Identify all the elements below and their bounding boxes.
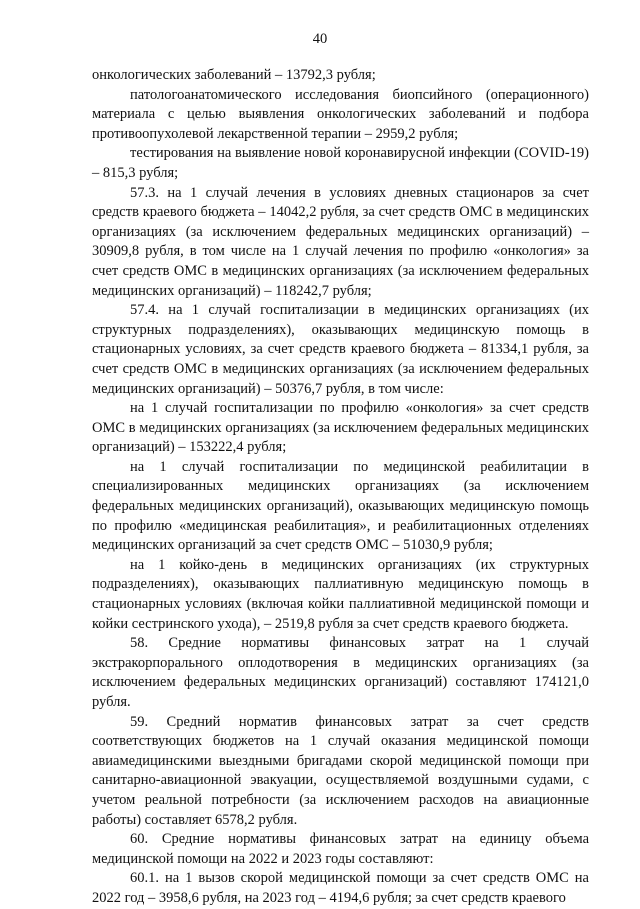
paragraph-oncology-hospitalization: на 1 случай госпитализации по профилю «онкология» за счет средств ОМС в медицинских организациях (за исключением федеральных медицинских организаций) – 153222,4 рубля; — [92, 400, 589, 456]
paragraph-57-3: 57.3. на 1 случай лечения в условиях дневных стационаров за счет средств краевого бюджета – 14042,2 рубля, за счет средств ОМС в медицинских организациях (за исключением федеральных медицинских организаций) – 30909,8 рубля, в том числе на 1 случай лечения по профилю «онкология» за счет средств ОМС в медицинских организациях (за исключением федеральных медицинских организаций) – 118242,7 рубля; — [92, 184, 589, 299]
paragraph-rehabilitation: на 1 случай госпитализации по медицинской реабилитации в специализированных медицинских организациях (за исключением федеральных медицинских организаций), оказывающих медицинскую помощь по профилю «медицинская реабилитация», и реабилитационных отделениях медицинских организаций за счет средств ОМС – 51030,9 рубля; — [92, 458, 589, 554]
paragraph-59: 59. Средний норматив финансовых затрат за счет средств соответствующих бюджетов на 1 случай оказания медицинской помощи авиамедицинскими выездными бригадами скорой медицинской помощи при санитарно-авиационной эвакуации, осуществляемой воздушными судами, с учетом реальной потребности (за исключением расходов на авиационные работы) составляет 6578,2 рубля. — [92, 713, 589, 828]
paragraph-57-4: 57.4. на 1 случай госпитализации в медицинских организациях (их структурных подразделениях), оказывающих медицинскую помощь в стационарных условиях, за счет средств краевого бюджета – 81334,1 рубля, за счет средств ОМС в медицинских организациях (за исключением федеральных медицинских организаций) – 50376,7 рубля, в том числе: — [92, 302, 589, 397]
paragraph-oncology-diseases: онкологических заболеваний – 13792,3 рубля; — [92, 67, 376, 83]
document-body — [92, 66, 589, 909]
paragraph-bed-day: на 1 койко-день в медицинских организациях (их структурных подразделениях), оказывающих паллиативную медицинскую помощь в стационарных условиях (включая койки паллиативной медицинской помощи и койки сестринского ухода), – 2519,8 рубля за счет средств краевого бюджета. — [92, 556, 589, 632]
paragraph-58: 58. Средние нормативы финансовых затрат на 1 случай экстракорпорального оплодотворения в медицинских организациях (за исключением федеральных медицинских организаций) составляют 174121,0 рубля. — [92, 635, 589, 710]
paragraph-covid-testing: тестирования на выявление новой коронавирусной инфекции (COVID-19) – 815,3 рубля; — [92, 145, 589, 181]
page-number: 40 — [312, 31, 328, 47]
paragraph-60: 60. Средние нормативы финансовых затрат на единицу объема медицинской помощи на 2022 и 2023 годы составляют: — [92, 831, 589, 867]
paragraph-60-1: 60.1. на 1 вызов скорой медицинской помощи за счет средств ОМС на 2022 год – 3958,6 рубля, на 2023 год – 4194,6 рубля; за счет средств краевого — [92, 870, 589, 906]
paragraph-pathology-research: патологоанатомического исследования биопсийного (операционного) материала с целью выявления онкологических заболеваний и подбора противоопухолевой лекарственной терапии – 2959,2 рубля; — [92, 86, 589, 142]
